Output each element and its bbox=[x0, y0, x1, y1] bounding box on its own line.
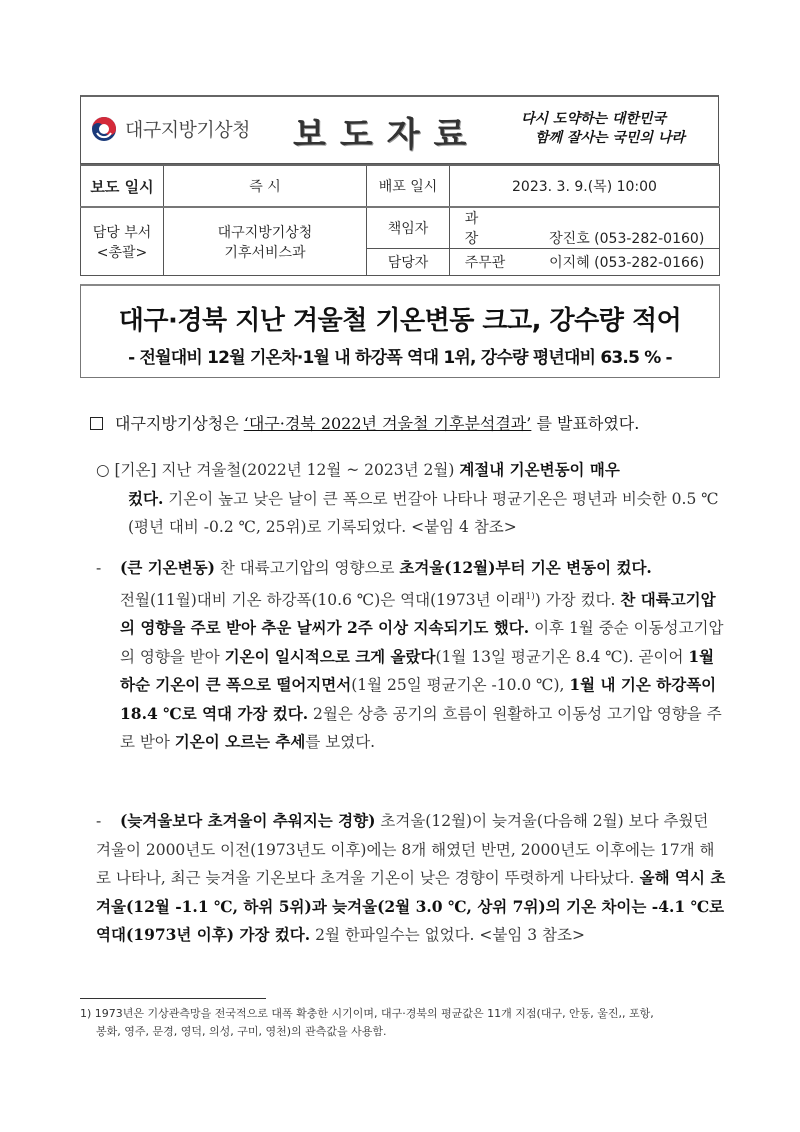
text: (1월 13일 평균기온 8.4 ℃). 곧이어 bbox=[435, 647, 689, 666]
taegeuk-emblem-icon bbox=[91, 116, 117, 142]
text: 찬 대륙고기압의 영향으로 bbox=[214, 559, 400, 577]
text: 이후 1월 중순 이동성고기압의 영향을 받아 bbox=[120, 619, 724, 666]
dept-label-line-1: 담당 부서 bbox=[92, 224, 152, 241]
intro-prefix: 대구지방기상청은 bbox=[115, 414, 244, 433]
dept-value bbox=[164, 207, 367, 276]
footnote-ref[interactable]: 1) bbox=[525, 591, 535, 602]
early-winter-trend-section bbox=[96, 807, 726, 950]
temperature-continuation bbox=[96, 485, 726, 542]
dash-bullet-icon: - bbox=[96, 812, 102, 830]
intro-suffix: 를 발표하였다. bbox=[531, 414, 640, 433]
distribution-label: 배포 일시 bbox=[367, 165, 450, 207]
large-variation-section bbox=[96, 554, 726, 757]
section-body bbox=[96, 583, 726, 757]
dept-value-line-2: 기후서비스과 bbox=[224, 244, 306, 261]
emphasis: 찬 대륙고기압의 영향을 주로 받아 추운 날씨가 2주 이상 지속되기도 했다. bbox=[120, 589, 716, 638]
manager-contact: 장진호 (053-282-0160) bbox=[549, 231, 705, 247]
text: 전월(11월)대비 기온 하강폭(10.6 ℃)은 역대(1973년 이래 bbox=[120, 590, 526, 609]
section-heading: (늦겨울보다 초겨울이 추워지는 경향) bbox=[120, 811, 376, 830]
government-slogan bbox=[521, 110, 685, 148]
footnote-line-2: 봉화, 영주, 문경, 영덕, 의성, 구미, 영천)의 관측값을 사용함. bbox=[96, 1025, 387, 1038]
text: 2월 한파일수는 없었다. <붙임 3 참조> bbox=[310, 926, 585, 944]
dept-label bbox=[81, 207, 164, 276]
circle-bullet-icon: ○ bbox=[96, 461, 110, 479]
manager-label: 책임자 bbox=[367, 207, 450, 249]
temperature-text-2: 기온이 높고 낮은 날이 큰 폭으로 번갈아 나타나 평균기온은 평년과 bbox=[163, 489, 617, 508]
text: 2월은 상층 공기의 흐름이 원활하고 이동성 고기압 영향을 주로 받아 bbox=[120, 704, 722, 752]
distribution-value: 2023. 3. 9.(목) 10:00 bbox=[450, 165, 720, 207]
footnote-line-1: 1) 1973년은 기상관측망을 전국적으로 대폭 확충한 시기이며, 대구·경북의 평균값은 11개 지점(대구, 안동, 울진,, 포항, bbox=[80, 1007, 654, 1020]
dept-value-line-1: 대구지방기상청 bbox=[217, 224, 313, 241]
emphasis: 기온이 오르는 추세 bbox=[174, 732, 306, 752]
temperature-text-1: 지난 겨울철(2022년 12월 ~ 2023년 2월) bbox=[156, 461, 460, 479]
press-release-header bbox=[80, 95, 719, 164]
sub-headline: - 전월대비 12월 기온차·1월 내 하강폭 역대 1위, 강수량 평년대비 63.5 % - bbox=[128, 348, 672, 368]
main-headline: 대구·경북 지난 겨울철 기온변동 크고, 강수량 적어 bbox=[118, 306, 682, 336]
temperature-text-3: 비슷한 0.5 ℃(평년 대비 -0.2 ℃, 25위)로 기록되었다. <붙임 4 참조> bbox=[128, 489, 719, 536]
report-title-link: ‘대구·경북 2022년 겨울철 기후분석결과’ bbox=[243, 414, 532, 433]
slogan-line-1: 다시 도약하는 대한민국 bbox=[521, 111, 666, 127]
release-time-value: 즉 시 bbox=[164, 165, 367, 207]
staff-label: 담당자 bbox=[367, 249, 450, 276]
release-info-table bbox=[80, 164, 720, 276]
intro-paragraph bbox=[90, 411, 639, 434]
release-time-label: 보도 일시 bbox=[81, 165, 164, 207]
temperature-bullet bbox=[96, 456, 726, 542]
manager-cell bbox=[450, 207, 720, 249]
text: 초겨울(12월)이 늦겨울(다음해 2월) 보다 추웠던 겨울이 2000년도 이전(1973년도 이후)에는 8개 해였던 반면, 2000년도 이후에는 17개 해로 나타나, 최근 늦겨울 기온보다 초겨울 기온이 낮은 경향이 뚜렷하게 나타났다. bbox=[96, 812, 715, 887]
temperature-emphasis-1: 계절내 기온변동이 매우 bbox=[459, 460, 620, 479]
staff-role: 주무관 bbox=[464, 255, 506, 271]
dash-bullet-icon: - bbox=[96, 559, 102, 577]
agency-logo bbox=[91, 115, 250, 142]
temperature-emphasis-2: 컸다. bbox=[128, 488, 164, 508]
text: (1월 25일 평균기온 -10.0 ℃), bbox=[351, 676, 570, 695]
emphasis: 1월 하순 기온이 큰 폭으로 떨어지면서 bbox=[120, 646, 715, 695]
footnote-divider bbox=[80, 998, 266, 999]
emphasis: 1월 내 기온 하강폭이 18.4 ℃로 역대 가장 컸다. bbox=[120, 675, 717, 723]
square-bullet-icon bbox=[90, 417, 103, 430]
press-release-title: 보도자료 bbox=[293, 115, 481, 155]
headline-box bbox=[80, 284, 720, 378]
section-heading: (큰 기온변동) bbox=[120, 558, 215, 577]
slogan-line-2: 함께 잘사는 국민의 나라 bbox=[535, 130, 685, 146]
emphasis: 올해 역시 초겨울(12월 -1.1 ℃, 하위 5위)과 늦겨울(2월 3.0 ℃, 상위 7위)의 기온 차이는 -4.1 ℃로 역대(1973년 이후) 가장 컸다. bbox=[96, 868, 726, 944]
staff-contact: 이지혜 (053-282-0166) bbox=[549, 255, 705, 271]
emphasis: 초겨울(12월)부터 기온 변동이 컸다. bbox=[399, 558, 652, 577]
emphasis: 기온이 일시적으로 크게 올랐다 bbox=[224, 646, 436, 666]
agency-name: 대구지방기상청 bbox=[125, 119, 250, 141]
temperature-tag: [기온] bbox=[114, 461, 157, 479]
text: 를 보였다. bbox=[305, 733, 376, 752]
footnote bbox=[80, 1005, 730, 1041]
text: ) 가장 컸다. bbox=[534, 590, 616, 609]
staff-cell bbox=[450, 249, 720, 276]
manager-role: 과 장 bbox=[464, 211, 497, 247]
dept-label-line-2: <총괄> bbox=[96, 244, 148, 261]
